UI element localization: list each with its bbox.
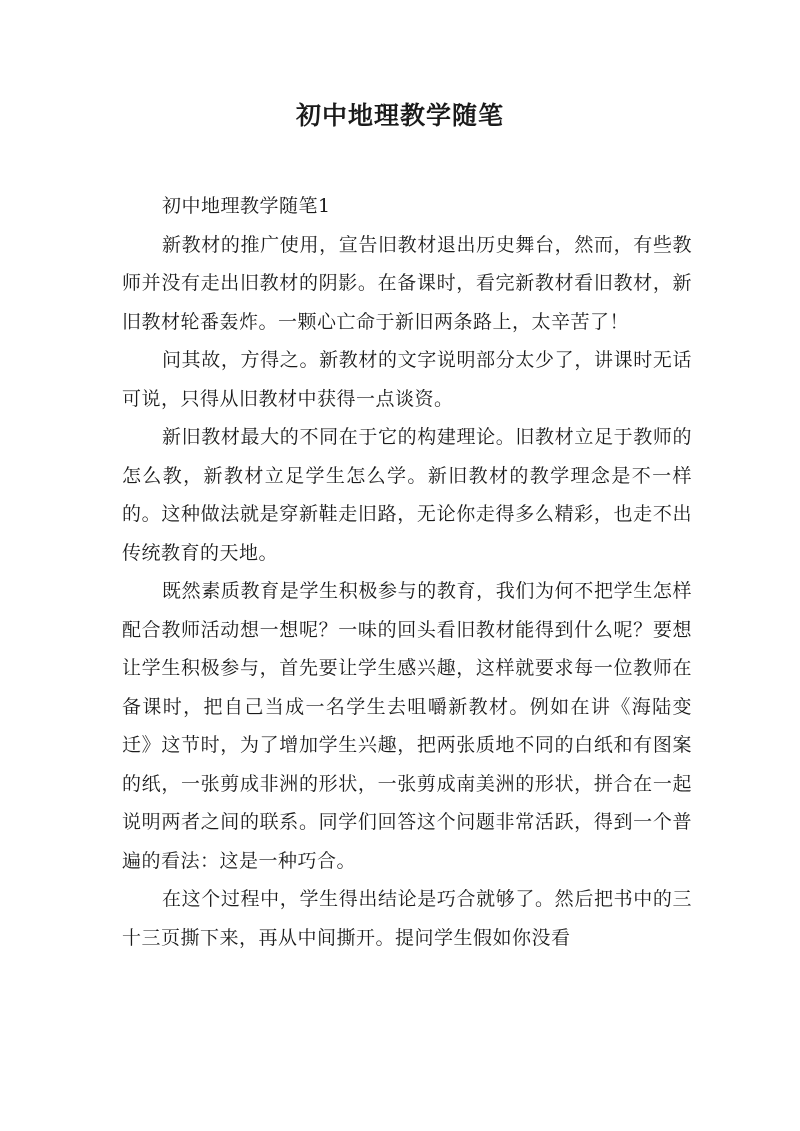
paragraph: 既然素质教育是学生积极参与的教育，我们为何不把学生怎样配合教师活动想一想呢？一味的回头看旧教材能得到什么呢？要想让学生积极参与，首先要让学生感兴趣，这样就要求每一位教师在备课时，把自己当成一名学生去咀嚼新教材。例如在讲《海陆变迁》这节时，为了增加学生兴趣，把两张质地不同的白纸和有图案的纸，一张剪成非洲的形状，一张剪成南美洲的形状，拼合在一起说明两者之间的联系。同学们回答这个问题非常活跃，得到一个普遍的看法：这是一种巧合。 bbox=[122, 580, 692, 872]
paragraph: 在这个过程中，学生得出结论是巧合就够了。然后把书中的三十三页撕下来，再从中间撕开。提问学生假如你没看 bbox=[122, 888, 692, 949]
paragraph: 新旧教材最大的不同在于它的构建理论。旧教材立足于教师的怎么教，新教材立足学生怎么学。新旧教材的教学理念是不一样的。这种做法就是穿新鞋走旧路，无论你走得多么精彩，也走不出传统教育的天地。 bbox=[122, 426, 692, 564]
paragraph: 新教材的推广使用，宣告旧教材退出历史舞台，然而，有些教师并没有走出旧教材的阴影。在备课时，看完新教材看旧教材，新旧教材轮番轰炸。一颗心亡命于新旧两条路上，太辛苦了！ bbox=[122, 233, 692, 333]
section-heading: 初中地理教学随笔1 bbox=[162, 195, 331, 217]
page-title: 初中地理教学随笔 bbox=[295, 101, 504, 130]
paragraph: 问其故，方得之。新教材的文字说明部分太少了，讲课时无话可说，只得从旧教材中获得一点谈资。 bbox=[122, 349, 692, 410]
document-body bbox=[122, 187, 692, 957]
